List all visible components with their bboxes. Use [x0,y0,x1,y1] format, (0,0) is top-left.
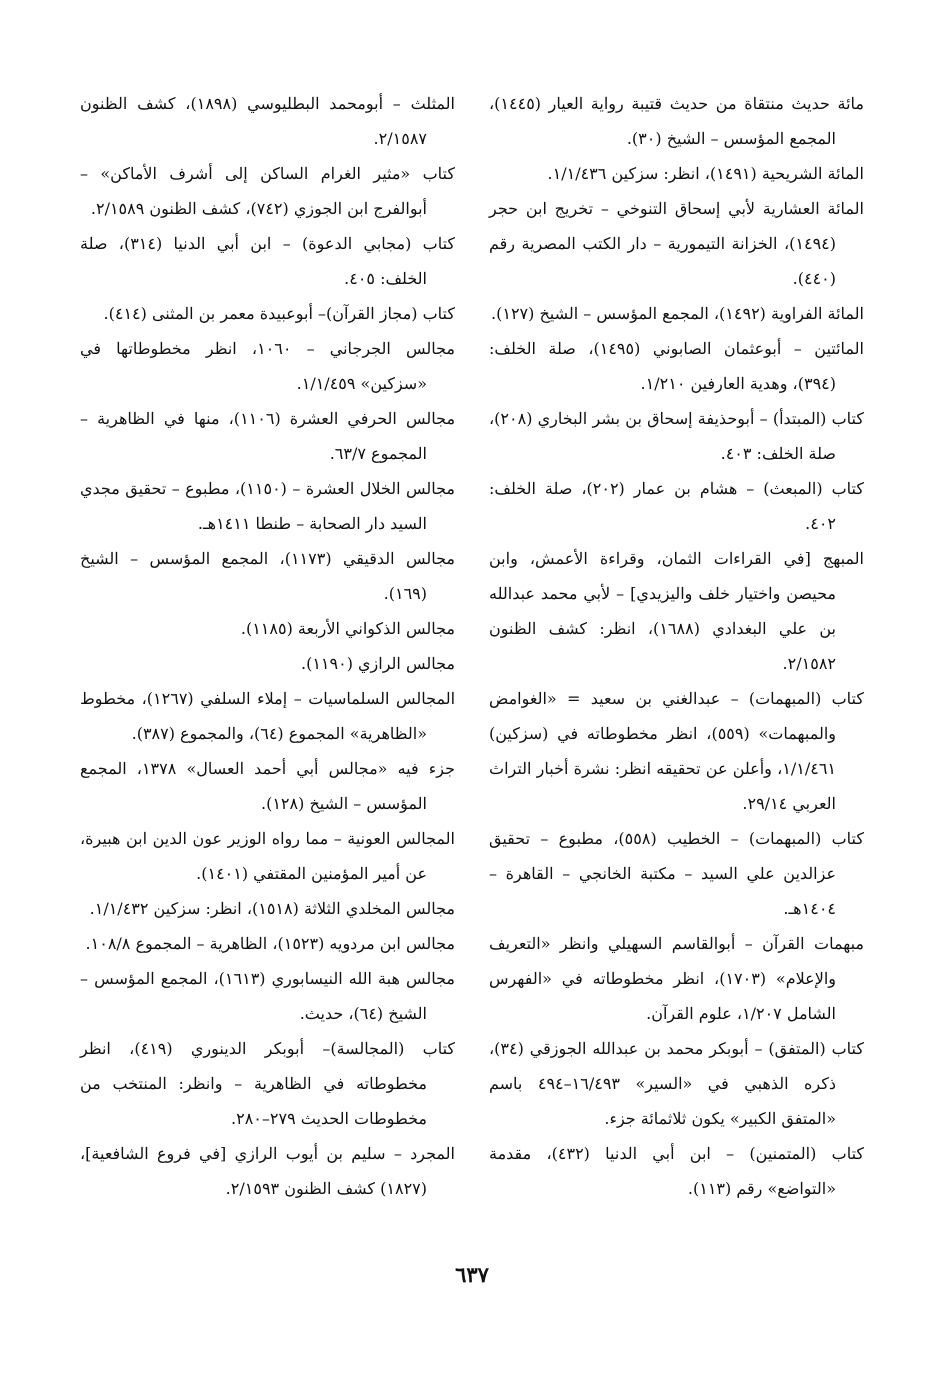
bibliography-entry: كتاب (المبهمات) – عبدالغني بن سعيد = «الغوامض والمبهمات» (٥٥٩)، انظر مخطوطاته في (سزكين) ١/١/٤٦١، وأعلن عن تحقيقه انظر: نشرة أخبار التراث العربي ٢٩/١٤. [489,689,864,813]
page-number: ٦٣٧ [455,1262,489,1287]
bibliography-entry: كتاب (المتمنين) – ابن أبي الدنيا (٤٣٢)، مقدمة «التواضع» رقم (١١٣). [489,1144,865,1198]
bibliography-entry: كتاب (مجابي الدعوة) – ابن أبي الدنيا (٣١٤)، صلة الخلف: ٤٠٥. [80,234,456,288]
bibliography-entry: كتاب (المتفق) – أبوبكر محمد بن عبدالله الجوزقي (٣٤)، ذكره الذهبي في «السير» ١٦/٤٩٣–٤٩٤ باسم «المتفق الكبير» يكون ثلاثمائة جزء. [489,1039,864,1128]
bibliography-entry: كتاب (مجاز القرآن)– أبوعبيدة معمر بن المثنى (٤١٤). [103,304,455,323]
bibliography-entry: كتاب (المبعث) – هشام بن عمار (٢٠٢)، صلة الخلف: ٤٠٢. [489,479,864,533]
bibliography-entry: المجالس العونية – مما رواه الوزير عون الدين ابن هبيرة، عن أمير المؤمنين المقتفي (١٤٠١). [80,829,455,883]
bibliography-entry: كتاب (المبتدأ) – أبوحذيفة إسحاق بن بشر البخاري (٢٠٨)، صلة الخلف: ٤٠٣. [489,409,864,463]
bibliography-entry: المائة العشارية لأبي إسحاق التنوخي – تخريج ابن حجر (١٤٩٤)، الخزانة التيمورية – دار الكتب المصرية رقم (٤٤٠). [489,199,864,288]
bibliography-entry: المجالس السلماسيات – إملاء السلفي (١٢٦٧)، مخطوط «الظاهرية» المجموع (٦٤)، والمجموع (٣٨٧). [80,689,456,743]
bibliography-entry: مجالس الخلال العشرة – (١١٥٠)، مطبوع – تحقيق مجدي السيد دار الصحابة – طنطا ١٤١١هـ. [80,479,455,533]
bibliography-entry: مجالس الحرفي العشرة (١١٠٦)، منها في الظاهرية – المجموع ٦٣/٧. [80,409,456,463]
bibliography-entry: المبهج [في القراءات الثمان، وقراءة الأعمش، وابن محيصن واختيار خلف واليزيدي] – لأبي محمد عبدالله بن علي البغدادي (١٦٨٨)، انظر: كشف الظنون ٢/١٥٨٢. [489,549,864,673]
bibliography-entry: مجالس الذكواني الأربعة (١١٨٥). [240,619,455,638]
bibliography-entry: مجالس المخلدي الثلاثة (١٥١٨)، انظر: سزكين ١/١/٤٣٢. [89,899,455,918]
bibliography-entry: كتاب (المجالسة)– أبوبكر الدينوري (٤١٩)، انظر مخطوطاته في الظاهرية – وانظر: المنتخب من مخطوطات الحديث ٢٧٩–٢٨٠. [80,1039,456,1128]
bibliography-entry: كتاب (المبهمات) – الخطيب (٥٥٨)، مطبوع – تحقيق عزالدين علي السيد – مكتبة الخانجي – القاهرة – ١٤٠٤هـ. [489,829,865,918]
right-column [489,86,864,1206]
bibliography-entry: المثلث – أبومحمد البطليوسي (١٨٩٨)، كشف الظنون ٢/١٥٨٧. [80,94,455,148]
bibliography-entry: مبهمات القرآن – أبوالقاسم السهيلي وانظر «التعريف والإعلام» (١٧٠٣)، انظر مخطوطاته في «الفهرس الشامل ١/٢٠٧، علوم القرآن. [489,934,864,1023]
bibliography-entry: مجالس الجرجاني – ١٠٦٠، انظر مخطوطاتها في «سزكين» ١/١/٤٥٩. [80,339,455,393]
bibliography-entry: مجالس ابن مردويه (١٥٢٣)، الظاهرية – المجموع ١٠٨/٨. [85,934,455,953]
bibliography-entry: مائة حديث منتقاة من حديث قتيبة رواية العيار (١٤٤٥)، المجمع المؤسس – الشيخ (٣٠). [489,94,864,148]
bibliography-entry: مجالس الرازي (١١٩٠). [300,654,455,673]
bibliography-entry: المائة الفراوية (١٤٩٢)، المجمع المؤسس – الشيخ (١٢٧). [491,304,864,323]
left-column [80,86,455,1206]
bibliography-entry: مجالس الدقيقي (١١٧٣)، المجمع المؤسس – الشيخ (١٦٩). [80,549,455,603]
bibliography-entry: جزء فيه «مجالس أبي أحمد العسال» ١٣٧٨، المجمع المؤسس – الشيخ (١٢٨). [80,759,455,813]
bibliography-entry: كتاب «مثير الغرام الساكن إلى أشرف الأماكن» – أبوالفرج ابن الجوزي (٧٤٢)، كشف الظنون ٢/١٥٨٩. [80,164,455,218]
bibliography-entry: مجالس هبة الله النيسابوري (١٦١٣)، المجمع المؤسس – الشيخ (٦٤)، حديث. [80,969,455,1023]
bibliography-entry: المائة الشريحية (١٤٩١)، انظر: سزكين ١/١/٤٣٦. [547,164,864,183]
bibliography-entry: المجرد – سليم بن أيوب الرازي [في فروع الشافعية]، (١٨٢٧) كشف الظنون ٢/١٥٩٣. [80,1144,455,1198]
bibliography-entry: المائتين – أبوعثمان الصابوني (١٤٩٥)، صلة الخلف: (٣٩٤)، وهدية العارفين ١/٢١٠. [489,339,865,393]
